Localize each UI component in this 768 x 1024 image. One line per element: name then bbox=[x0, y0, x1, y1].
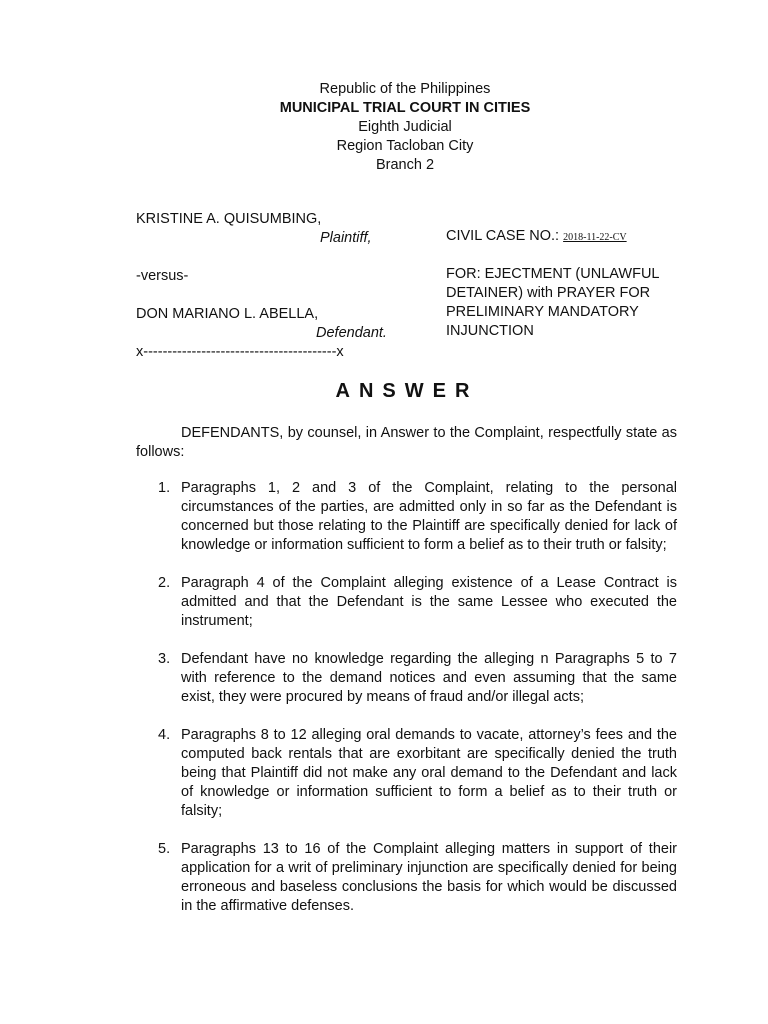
case-nature-line: DETAINER) with PRAYER FOR bbox=[446, 285, 651, 301]
paragraph-number: 3. bbox=[158, 651, 171, 667]
list-item bbox=[136, 840, 677, 916]
paragraph-number: 2. bbox=[158, 575, 171, 591]
paragraph-number: 4. bbox=[158, 727, 171, 743]
header-judicial: Eighth Judicial bbox=[358, 119, 452, 135]
header-court-name: MUNICIPAL TRIAL COURT IN CITIES bbox=[279, 100, 531, 116]
paragraph-number: 5. bbox=[158, 841, 171, 857]
paragraph-text: Defendant have no knowledge regarding the alleging n Paragraphs 5 to 7 with reference to the demand notices and even assuming that the same exist, they were procured by means of fraud and/or illegal acts; bbox=[181, 651, 677, 705]
document-body bbox=[136, 424, 677, 935]
paragraph-text: Paragraphs 1, 2 and 3 of the Complaint, relating to the personal circumstances of the parties, are admitted only in so far as the Defendant is concerned but those relating to the Plaintiff are specifically denied for lack of knowledge or information sufficient to form a belief as to their truth or falsity; bbox=[181, 480, 677, 553]
list-item bbox=[136, 479, 677, 555]
list-item bbox=[136, 726, 677, 821]
intro-paragraph: DEFENDANTS, by counsel, in Answer to the Complaint, respectfully state as follows: bbox=[136, 425, 677, 460]
list-item bbox=[136, 574, 677, 631]
case-nature bbox=[446, 265, 706, 341]
document-title: ANSWER bbox=[335, 380, 479, 402]
plaintiff-name: KRISTINE A. QUISUMBING, bbox=[136, 211, 322, 227]
header-republic: Republic of the Philippines bbox=[319, 81, 491, 97]
civil-case-value: 2018-11-22-CV bbox=[563, 232, 627, 243]
defendant-name: DON MARIANO L. ABELLA, bbox=[136, 306, 319, 322]
civil-case-number bbox=[446, 227, 706, 247]
list-item bbox=[136, 650, 677, 707]
paragraph-number: 1. bbox=[158, 480, 171, 496]
case-nature-line: PRELIMINARY MANDATORY bbox=[446, 304, 639, 320]
case-caption-details bbox=[446, 227, 706, 341]
paragraph-text: Paragraph 4 of the Complaint alleging existence of a Lease Contract is admitted and that the Defendant is the same Lessee who executed the instrument; bbox=[181, 575, 677, 629]
paragraph-text: Paragraphs 13 to 16 of the Complaint alleging matters in support of their application for a writ of preliminary injunction are specifically denied for being erroneous and baseless conclusions the basis for which would be discussed in the affirmative defenses. bbox=[181, 841, 677, 914]
header-region: Region Tacloban City bbox=[336, 138, 474, 154]
case-nature-line: FOR: EJECTMENT (UNLAWFUL bbox=[446, 266, 660, 282]
numbered-paragraphs bbox=[136, 479, 677, 916]
civil-case-label: CIVIL CASE NO.: bbox=[446, 228, 564, 244]
paragraph-text: Paragraphs 8 to 12 alleging oral demands to vacate, attorney’s fees and the computed back rentals that are exorbitant are specifically denied the truth being that Plaintiff did not make any oral demand to the Defendant and lack of knowledge or information sufficient to form a belief as to their truth or falsity; bbox=[181, 727, 677, 819]
defendant-role: Defendant. bbox=[316, 325, 387, 341]
case-nature-line: INJUNCTION bbox=[446, 323, 534, 339]
court-header bbox=[0, 80, 768, 175]
caption-divider: x----------------------------------------x bbox=[136, 344, 344, 360]
header-branch: Branch 2 bbox=[375, 157, 435, 173]
plaintiff-role: Plaintiff, bbox=[320, 230, 372, 246]
versus-label: -versus- bbox=[136, 268, 189, 284]
